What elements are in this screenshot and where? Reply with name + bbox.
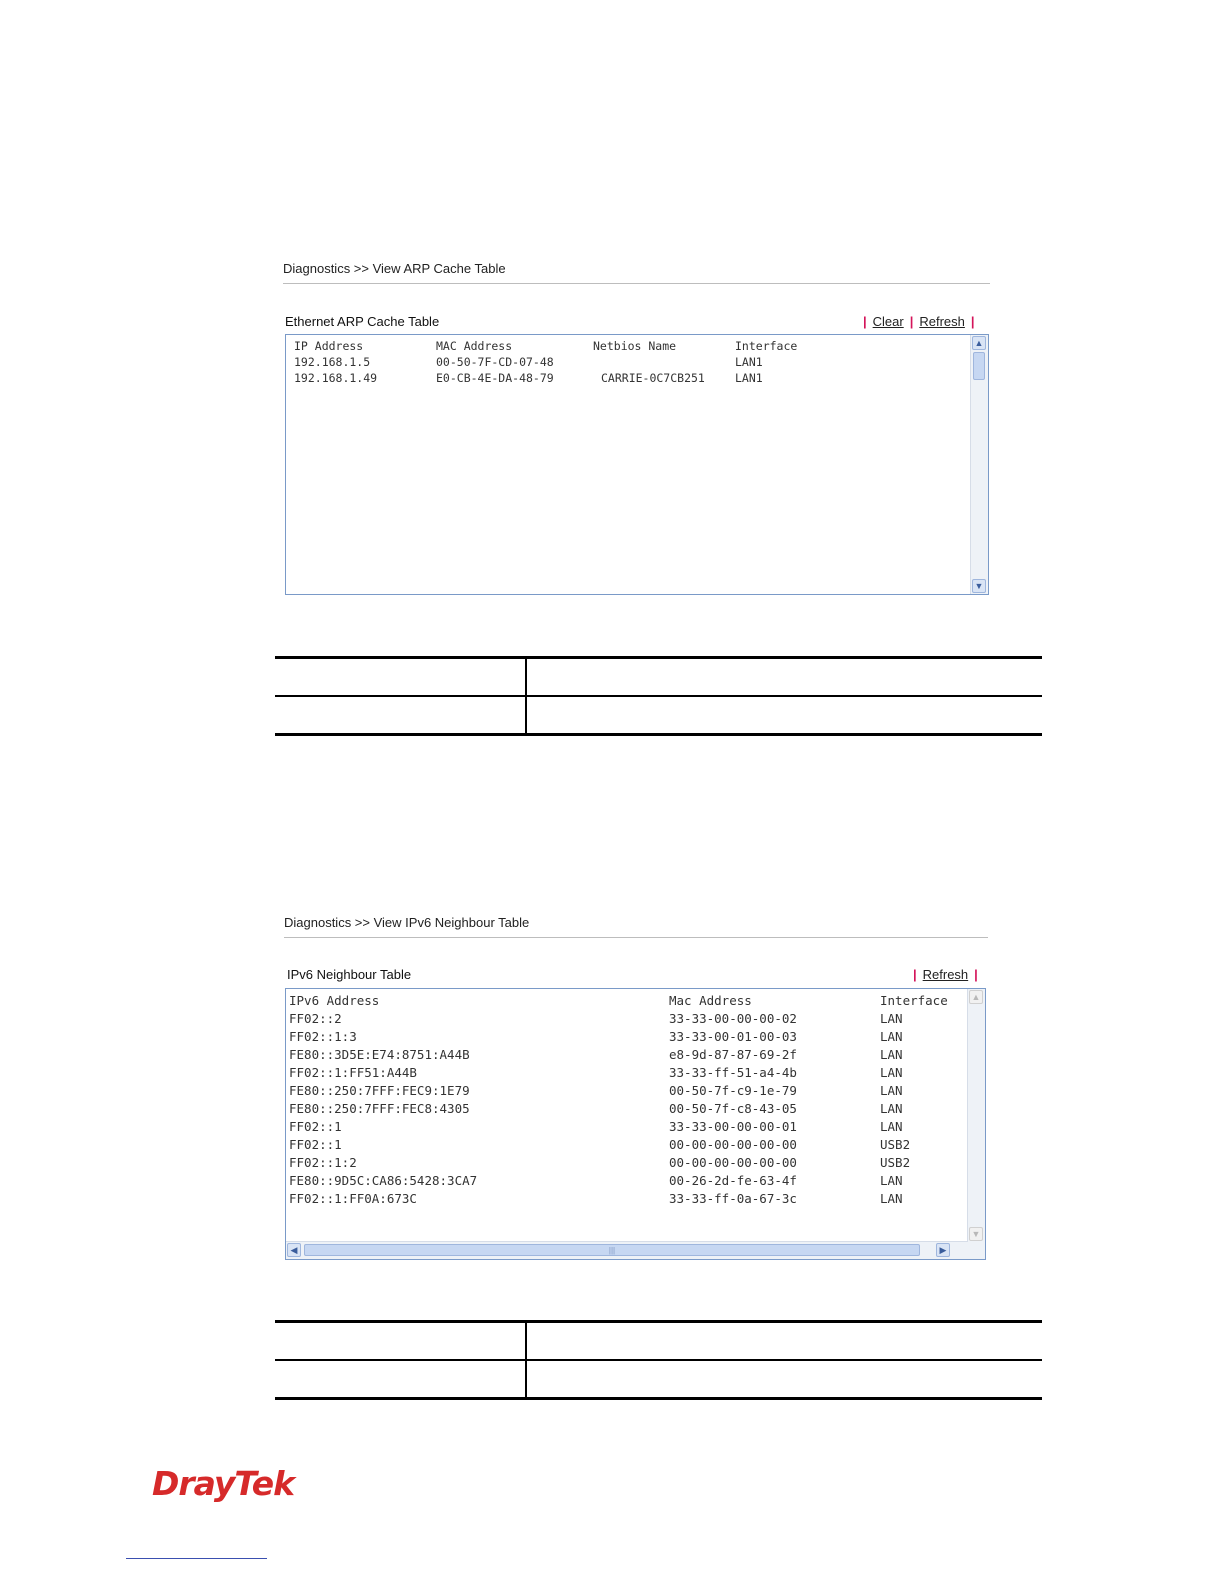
scroll-thumb[interactable]: ||| — [304, 1244, 920, 1256]
table-cell: FF02::1 — [289, 1119, 342, 1134]
arp-doc-table — [275, 656, 1042, 736]
arp-table-title: Ethernet ARP Cache Table — [285, 314, 440, 329]
table-cell: FE80::250:7FFF:FEC8:4305 — [289, 1101, 470, 1116]
table-cell: FF02::1:FF51:A44B — [289, 1065, 417, 1080]
ipv6-table-box[interactable] — [285, 988, 986, 1260]
table-cell: e8-9d-87-87-69-2f — [669, 1047, 797, 1062]
doc-cell — [526, 1322, 1042, 1361]
table-cell: 33-33-00-00-00-01 — [669, 1119, 797, 1134]
ipv6-actions — [907, 967, 984, 982]
table-cell: LAN1 — [735, 371, 763, 385]
column-header: Netbios Name — [593, 339, 677, 353]
clear-link[interactable]: Clear — [872, 314, 904, 329]
table-cell: FF02::1:2 — [289, 1155, 357, 1170]
scroll-right-icon[interactable]: ▶ — [936, 1243, 950, 1257]
scroll-up-icon[interactable]: ▲ — [969, 990, 983, 1004]
table-cell: LAN — [880, 1191, 903, 1206]
table-cell: USB2 — [880, 1137, 911, 1152]
ipv6-horizontal-scrollbar[interactable] — [286, 1241, 968, 1259]
column-header: Interface — [880, 993, 948, 1008]
footer-rule — [126, 1558, 267, 1559]
table-cell: 192.168.1.49 — [294, 371, 378, 385]
doc-cell — [275, 696, 526, 735]
table-cell: LAN — [880, 1119, 903, 1134]
ipv6-table-title: IPv6 Neighbour Table — [287, 967, 412, 982]
doc-cell — [275, 1322, 526, 1361]
breadcrumb-arp: Diagnostics >> View ARP Cache Table — [283, 261, 506, 276]
table-cell: FF02::2 — [289, 1011, 342, 1026]
breadcrumb-divider — [283, 283, 990, 284]
doc-cell — [275, 1360, 526, 1399]
doc-cell — [275, 658, 526, 697]
doc-cell — [526, 1360, 1042, 1399]
refresh-link[interactable]: Refresh — [922, 967, 969, 982]
arp-table-box[interactable] — [285, 334, 989, 595]
draytek-logo: DrayTek — [152, 1464, 295, 1503]
refresh-link[interactable]: Refresh — [919, 314, 965, 329]
doc-cell — [526, 696, 1042, 735]
table-cell: LAN — [880, 1047, 903, 1062]
table-cell: FE80::3D5E:E74:8751:A44B — [289, 1047, 470, 1062]
table-cell: CARRIE-0C7CB251 — [601, 371, 705, 385]
table-cell: FF02::1:FF0A:673C — [289, 1191, 417, 1206]
table-cell: 00-50-7f-c8-43-05 — [669, 1101, 797, 1116]
table-cell: 00-50-7f-c9-1e-79 — [669, 1083, 797, 1098]
scroll-left-icon[interactable]: ◀ — [287, 1243, 301, 1257]
separator: | — [970, 314, 975, 329]
separator: | — [913, 967, 917, 982]
column-header: Interface — [735, 339, 798, 353]
table-cell: LAN — [880, 1065, 903, 1080]
scroll-corner — [968, 1242, 985, 1259]
table-cell: LAN — [880, 1083, 903, 1098]
table-cell: LAN — [880, 1101, 903, 1116]
table-cell: LAN — [880, 1173, 903, 1188]
column-header: IPv6 Address — [289, 993, 380, 1008]
arp-vertical-scrollbar[interactable] — [970, 335, 988, 594]
table-cell: LAN — [880, 1029, 903, 1044]
table-cell: FE80::9D5C:CA86:5428:3CA7 — [289, 1173, 478, 1188]
table-cell: 33-33-00-00-00-02 — [669, 1011, 797, 1026]
column-header: Mac Address — [669, 993, 752, 1008]
separator: | — [909, 314, 914, 329]
table-cell: USB2 — [880, 1155, 911, 1170]
table-cell: 33-33-00-01-00-03 — [669, 1029, 797, 1044]
scroll-up-icon[interactable]: ▲ — [972, 336, 986, 350]
table-cell: 00-00-00-00-00-00 — [669, 1137, 797, 1152]
scroll-down-icon[interactable]: ▼ — [969, 1227, 983, 1241]
table-cell: 33-33-ff-51-a4-4b — [669, 1065, 797, 1080]
table-cell: E0-CB-4E-DA-48-79 — [436, 371, 554, 385]
scroll-down-icon[interactable]: ▼ — [972, 579, 986, 593]
column-header: MAC Address — [436, 339, 513, 353]
table-cell: 192.168.1.5 — [294, 355, 371, 369]
table-cell: FF02::1:3 — [289, 1029, 357, 1044]
ipv6-doc-table — [275, 1320, 1042, 1400]
breadcrumb-divider — [284, 937, 988, 938]
column-header: IP Address — [294, 339, 364, 353]
table-cell: LAN1 — [735, 355, 763, 369]
separator: | — [974, 967, 978, 982]
table-cell: 00-00-00-00-00-00 — [669, 1155, 797, 1170]
separator: | — [863, 314, 867, 329]
breadcrumb-ipv6: Diagnostics >> View IPv6 Neighbour Table — [284, 915, 530, 930]
table-cell: LAN — [880, 1011, 903, 1026]
table-cell: 00-26-2d-fe-63-4f — [669, 1173, 797, 1188]
table-cell: 00-50-7F-CD-07-48 — [436, 355, 554, 369]
ipv6-vertical-scrollbar[interactable] — [967, 989, 985, 1242]
table-cell: FF02::1 — [289, 1137, 342, 1152]
doc-cell — [526, 658, 1042, 697]
scroll-thumb[interactable] — [973, 352, 985, 380]
arp-actions — [857, 314, 981, 329]
table-cell: FE80::250:7FFF:FEC9:1E79 — [289, 1083, 470, 1098]
table-cell: 33-33-ff-0a-67-3c — [669, 1191, 797, 1206]
